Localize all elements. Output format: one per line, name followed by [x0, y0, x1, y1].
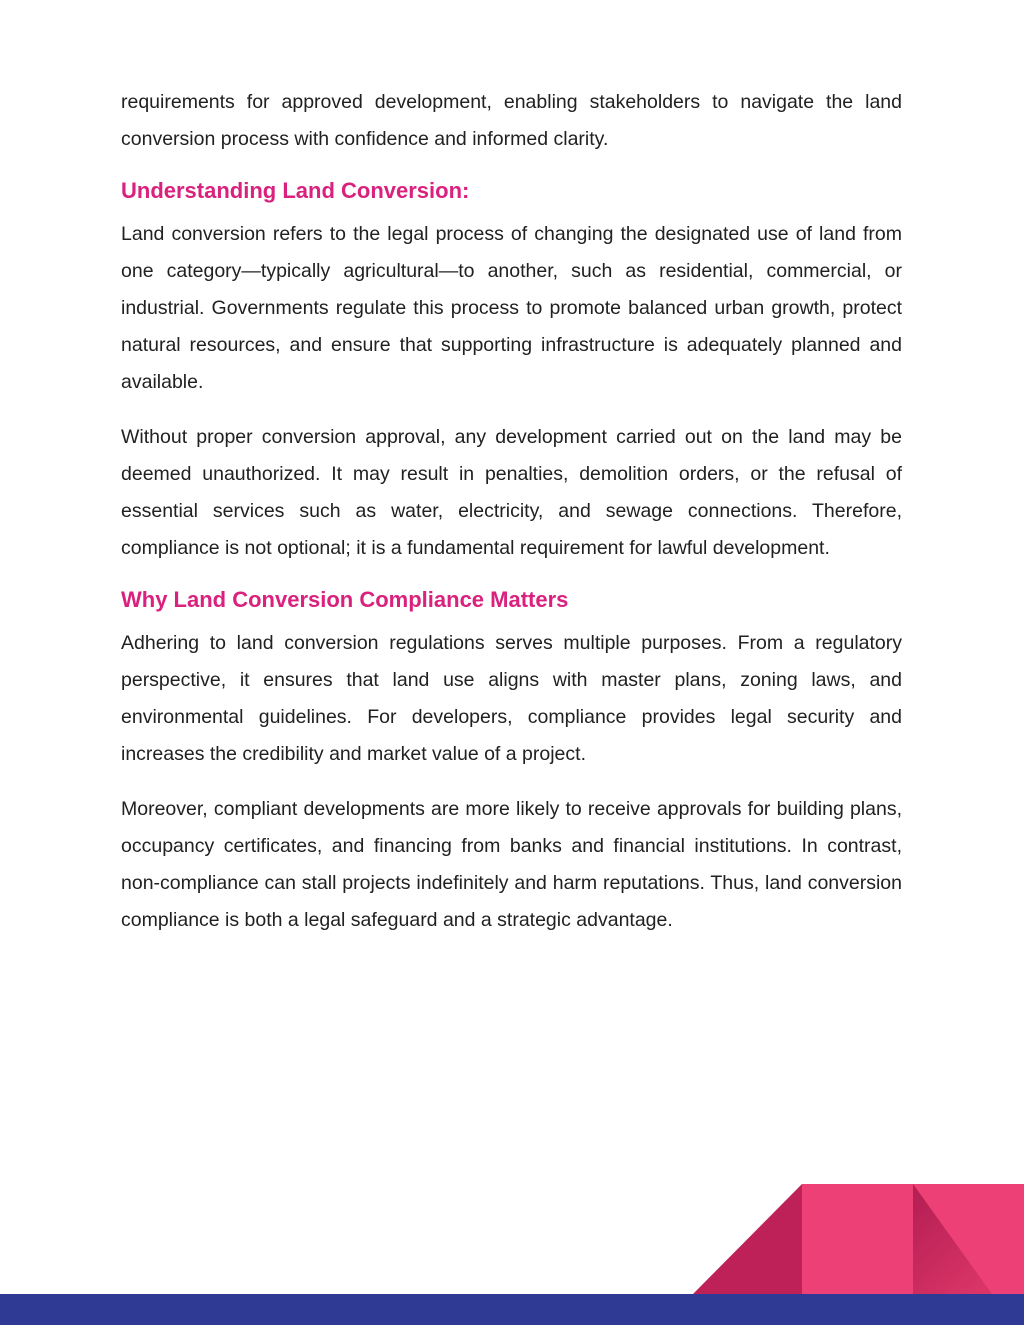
- section-paragraph: Adhering to land conversion regulations serves multiple purposes. From a regulatory perspective, it ensures that land use aligns with master plans, zoning laws, and environmental guidelines. For developers, compliance provides legal security and increases the credibility and market value of a project.: [121, 632, 902, 765]
- page-content: [121, 84, 902, 957]
- ribbon-left-fold-shape: [693, 1184, 802, 1294]
- section-paragraph: Land conversion refers to the legal process of changing the designated use of land from one category—typically agricultural—to another, such as residential, commercial, or industrial. Governments regulate this process to promote balanced urban growth, protect natural resources, and ensure that supporting infrastructure is adequately planned and available.: [121, 223, 902, 393]
- section-paragraph: Moreover, compliant developments are more likely to receive approvals for building plans, occupancy certificates, and financing from banks and financial institutions. In contrast, non-compliance can stall projects indefinitely and harm reputations. Thus, land conversion compliance is both a legal safeguard and a strategic advantage.: [121, 798, 902, 931]
- section-paragraph: Without proper conversion approval, any development carried out on the land may be deemed unauthorized. It may result in penalties, demolition orders, or the refusal of essential services such as water, electricity, and sewage connections. Therefore, compliance is not optional; it is a fundamental requirement for lawful development.: [121, 426, 902, 559]
- footer-bar: [0, 1294, 1024, 1325]
- section-heading-understanding-land-conversion: Understanding Land Conversion:: [121, 178, 470, 203]
- intro-paragraph: requirements for approved development, enabling stakeholders to navigate the land conversion process with confidence and informed clarity.: [121, 91, 902, 150]
- section-heading-why-compliance-matters: Why Land Conversion Compliance Matters: [121, 587, 569, 612]
- footer-ribbon-decoration: [0, 1184, 1024, 1325]
